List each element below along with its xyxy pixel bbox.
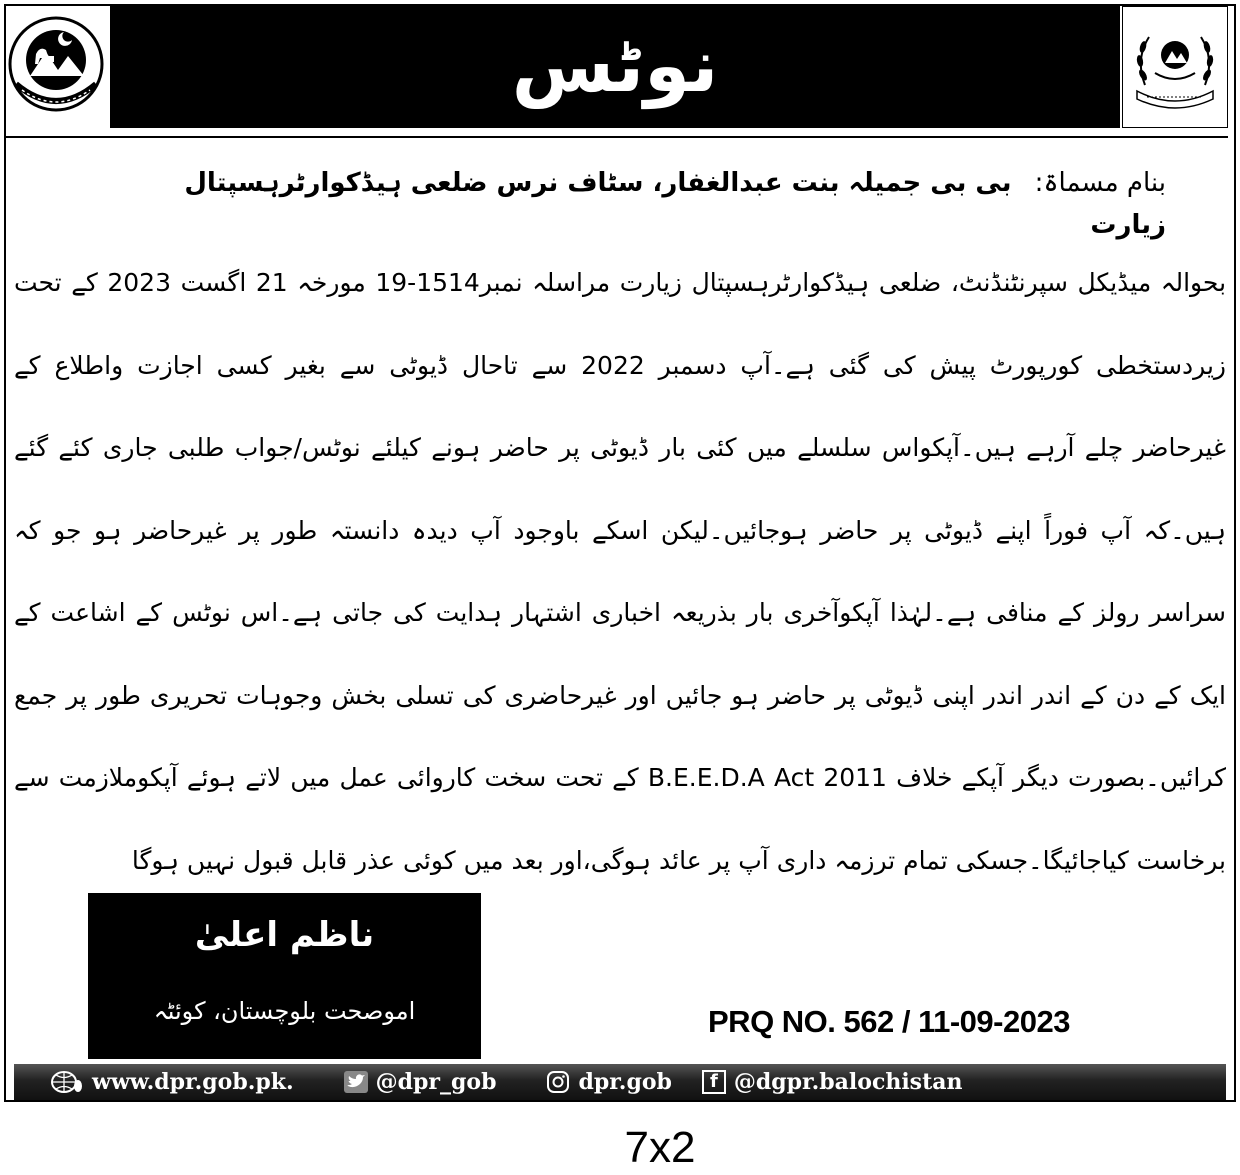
ad-size-label: 7x2 [624, 1123, 696, 1172]
balochistan-emblem-icon [6, 14, 106, 118]
footer-contact-bar [14, 1064, 1226, 1100]
prq-number: PRQ NO. 562 / 11-09-2023 [708, 1004, 1070, 1039]
instagram-handle[interactable]: dpr.gob [578, 1069, 672, 1095]
twitter-icon [344, 1071, 368, 1093]
footer-twitter[interactable] [344, 1069, 497, 1095]
footer-instagram[interactable] [546, 1069, 671, 1095]
facebook-handle[interactable]: @dgpr.balochistan [733, 1069, 963, 1095]
addressee-line [126, 162, 1166, 246]
globe-mouse-icon [50, 1070, 84, 1094]
notice-title: نوٹس [511, 23, 719, 109]
signature-block [88, 893, 481, 1059]
addressee-label: بنام مسماۃ: [1034, 168, 1166, 198]
footer-facebook[interactable] [702, 1069, 963, 1095]
signatory-title: ناظم اعلیٰ [194, 915, 375, 955]
instagram-icon [546, 1070, 570, 1094]
signatory-department: اموصحت بلوچستان، کوئٹہ [153, 997, 416, 1025]
facebook-icon: f [702, 1070, 726, 1094]
government-seal-box [1122, 6, 1228, 128]
notice-body: بحوالہ میڈیکل سپرنٹنڈنٹ، ضلعی ہیڈکوارٹرہسپتال زیارت مراسلہ نمبر1514-19 مورخہ 21 اگست 2023 کے تحت زیردستخطی کورپورٹ پیش کی گئی ہے۔آپ دسمبر 2022 سے تاحال ڈیوٹی سے بغیر کسی اجازت واطلاع کے غیرحاضر چلے آرہے ہیں۔آپکواس سلسلے میں کئی بار ڈیوٹی پر حاضر ہونے کیلئے نوٹس/جواب طلبی جاری کئے گئے ہیں۔کہ آپ فوراً اپنے ڈیوٹی پر حاضر ہوجائیں۔لیکن اسکے باوجود آپ دیدہ دانستہ طور پر غیرحاضر ہو جو کہ سراسر رولز کے منافی ہے۔لہٰذا آپکوآخری بار بذریعہ اخباری اشتہار ہدایت کی جاتی ہے۔اس نوٹس کے اشاعت کے ایک کے دن کے اندر اندر اپنی ڈیوٹی پر حاضر ہو جائیں اور غیرحاضری کی تسلی بخش وجوہات تحریری طور پر جمع کرائیں۔بصورت دیگر آپکے خلاف B.E.E.D.A Act 2011 کے تحت سخت کاروائی عمل میں لاتے ہوئے آپکوملازمت سے برخاست کیاجائیگا۔جسکی تمام ترزمہ داری آپ پر عائد ہوگی،اور بعد میں کوئی عذر قابل قبول نہیں ہوگا [14, 268, 1226, 875]
website-link[interactable]: www.dpr.gob.pk. [92, 1069, 294, 1095]
government-seal-icon [1127, 15, 1223, 119]
header-divider [4, 136, 1228, 138]
twitter-handle[interactable]: @dpr_gob [375, 1069, 497, 1095]
footer-website[interactable] [50, 1069, 294, 1095]
notice-header-bar [110, 4, 1120, 128]
addressee-name: بی بی جمیلہ بنت عبدالغفار، سٹاف نرس ضلعی ہیڈکوارٹرہسپتال زیارت [184, 168, 1166, 240]
